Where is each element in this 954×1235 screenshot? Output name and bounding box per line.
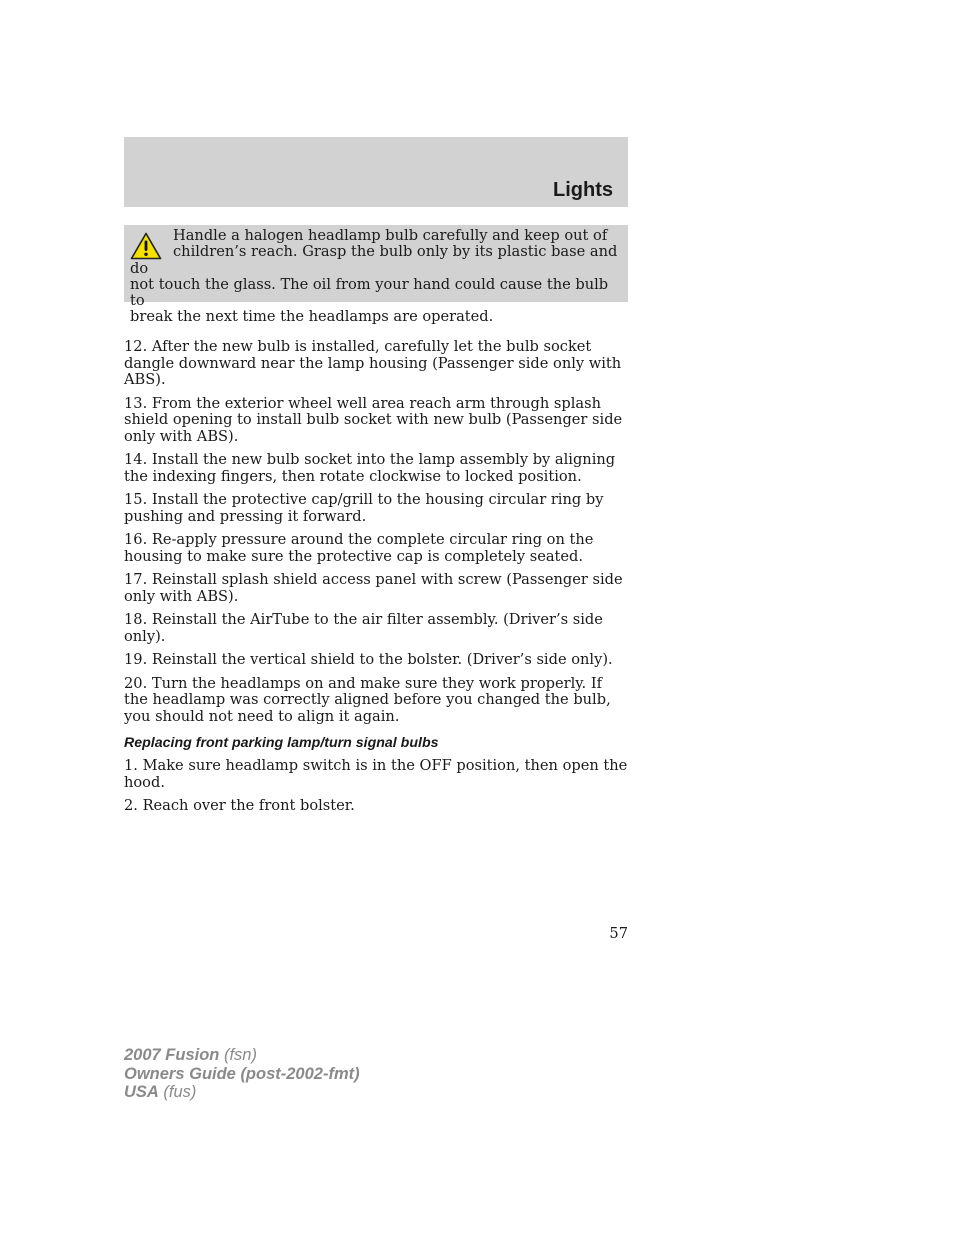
footer-model-code: (fsn) <box>219 1046 257 1064</box>
step-paragraph: 15. Install the protective cap/grill to the housing circular ring by pushing and pressing it forward. <box>124 491 604 525</box>
section-header-band <box>124 137 628 207</box>
footer-market: USA <box>124 1083 159 1101</box>
footer-line <box>124 1046 360 1065</box>
footer-market-code: (fus) <box>158 1083 197 1101</box>
step-paragraph: 17. Reinstall splash shield access panel with screw (Passenger side only with ABS). <box>124 571 623 605</box>
step-paragraph: 14. Install the new bulb socket into the lamp assembly by aligning the indexing fingers, then rotate clockwise to locked position. <box>124 451 616 485</box>
step-paragraph: 18. Reinstall the AirTube to the air filter assembly. (Driver’s side only). <box>124 611 603 645</box>
step-paragraph: 2. Reach over the front bolster. <box>124 797 355 814</box>
footer-model: 2007 Fusion <box>124 1046 220 1064</box>
subsection-heading: Replacing front parking lamp/turn signal bulbs <box>124 735 439 751</box>
step-paragraph: 12. After the new bulb is installed, carefully let the bulb socket dangle downward near the lamp housing (Passenger side only with ABS). <box>124 338 622 388</box>
page-number: 57 <box>609 925 628 942</box>
warning-line: break the next time the headlamps are operated. <box>130 308 494 326</box>
footer-line <box>124 1083 360 1102</box>
footer-guide: Owners Guide (post-2002-fmt) <box>124 1064 360 1083</box>
warning-box <box>124 225 628 326</box>
warning-line: not touch the glass. The oil from your hand could cause the bulb to <box>130 275 609 310</box>
step-paragraph: 16. Re-apply pressure around the complete circular ring on the housing to make sure the protective cap is completely seated. <box>124 531 594 565</box>
step-paragraph: 19. Reinstall the vertical shield to the bolster. (Driver’s side only). <box>124 651 613 668</box>
step-paragraph: 13. From the exterior wheel well area reach arm through splash shield opening to install bulb socket with new bulb (Passenger side only with ABS). <box>124 394 623 445</box>
document-footer <box>124 1046 360 1102</box>
step-paragraph: 1. Make sure headlamp switch is in the OFF position, then open the hood. <box>124 757 628 791</box>
footer-line <box>124 1065 360 1084</box>
main-content <box>124 339 630 822</box>
step-paragraph: 20. Turn the headlamps on and make sure they work properly. If the headlamp was correctly aligned before you changed the bulb, you should not need to align it again. <box>124 674 611 725</box>
warning-text <box>130 228 620 326</box>
section-title: Lights <box>553 179 613 201</box>
warning-line: children’s reach. Grasp the bulb only by its plastic base and do <box>130 243 618 277</box>
warning-line: Handle a halogen headlamp bulb carefully and keep out of <box>173 227 608 244</box>
